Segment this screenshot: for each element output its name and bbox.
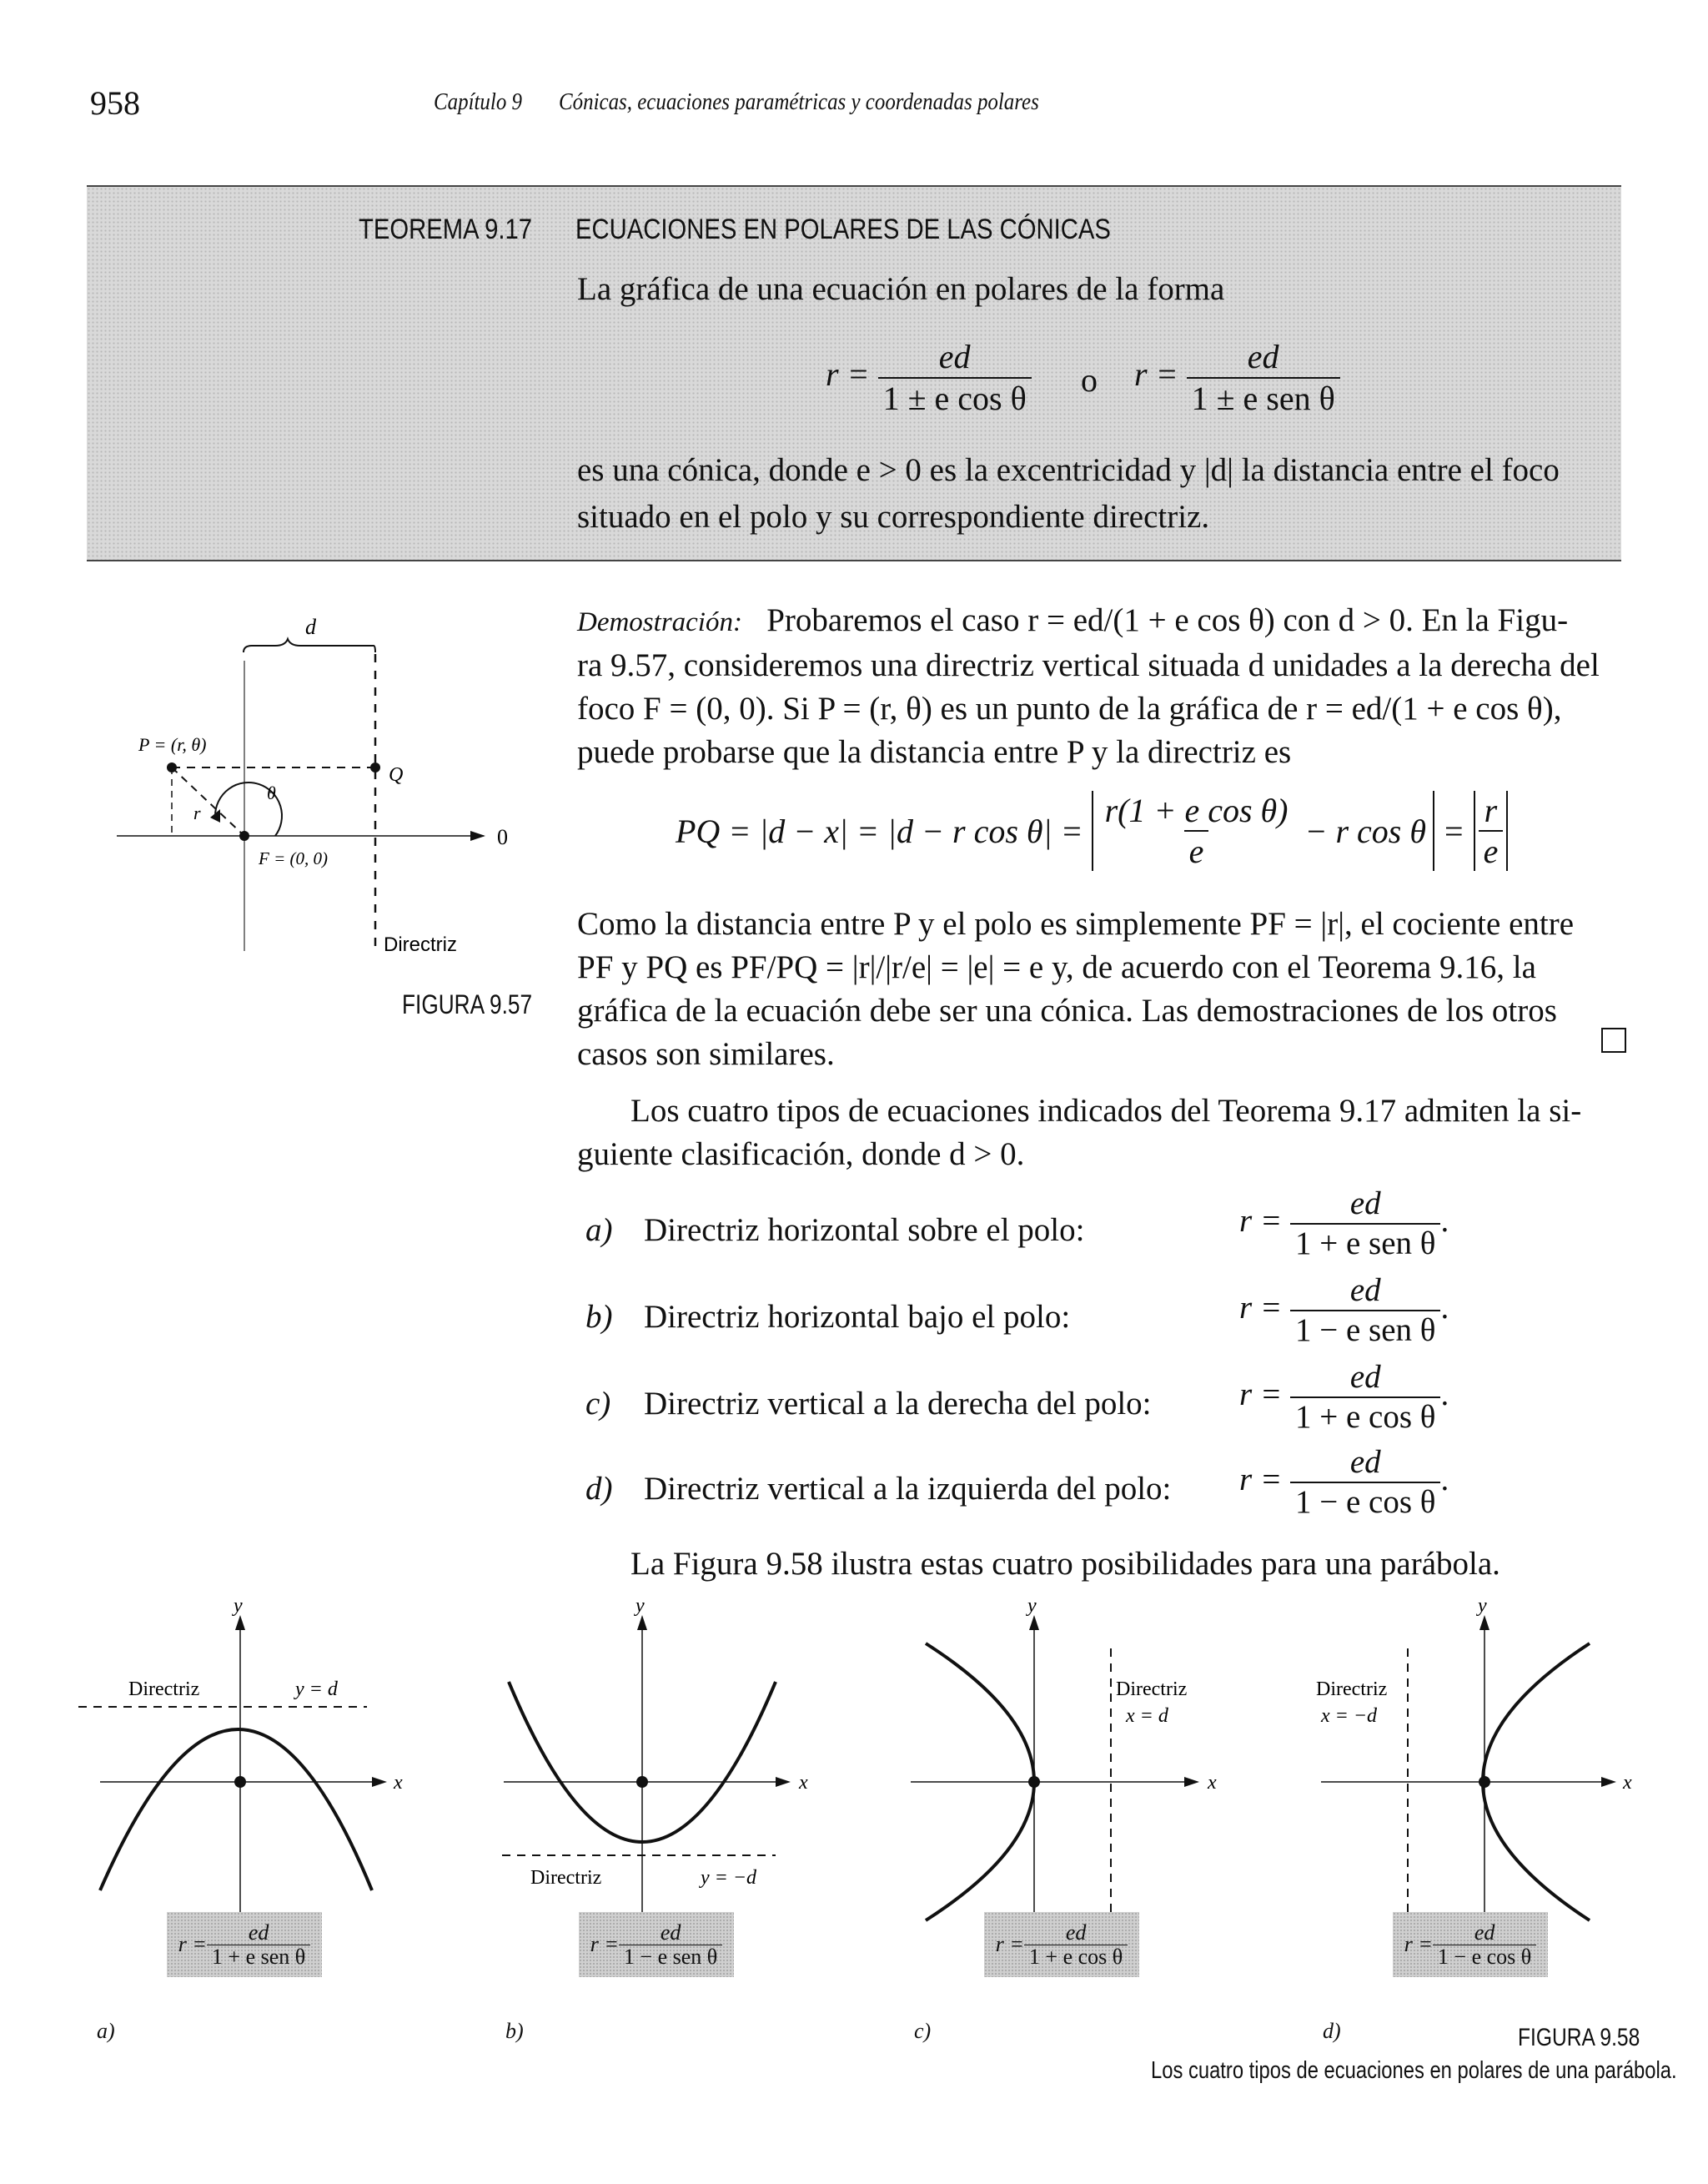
case-text-a: Directriz horizontal sobre el polo: — [644, 1212, 1085, 1248]
case-formula-a: r = $\frac{ed}{\text{1 + e sen θ}}$ . — [1239, 1185, 1449, 1261]
d-label: d — [305, 617, 316, 639]
y-axis-label: y — [635, 1602, 645, 1617]
case-text-d: Directriz vertical a la izquierda del polo: — [644, 1471, 1172, 1507]
formula-fraction — [1290, 1443, 1440, 1522]
formula-denominator: 1 − e sen θ — [1290, 1310, 1440, 1350]
focus-point — [1028, 1776, 1040, 1788]
formula-denominator: 1 + e cos θ — [1290, 1396, 1440, 1437]
formula-fraction — [1290, 1185, 1440, 1263]
q-label: Q — [389, 764, 404, 786]
case-label-d: d) — [585, 1471, 613, 1507]
directrix-equation: y = −d — [701, 1867, 757, 1889]
theorem-body-line: es una cónica, donde e > 0 es la excentricidad y |d| la distancia entre el foco — [577, 452, 1560, 488]
equation-mid: − r cos θ — [1304, 812, 1427, 850]
figure-957 — [108, 617, 509, 976]
eq-den: 1 − e sen θ — [619, 1945, 722, 1969]
eq-num: ed — [1065, 1920, 1087, 1945]
proof-line: Como la distancia entre P y el polo es simplemente PF = |r|, el cociente entre — [577, 906, 1575, 942]
equation-fraction — [1100, 791, 1294, 871]
eq-lhs: r = — [1404, 1932, 1433, 1956]
proof-line: gráfica de la ecuación debe ser una cónica. Las demostraciones de los otros — [577, 993, 1557, 1029]
formula-lhs: r = — [826, 355, 870, 394]
formula-numerator: ed — [938, 338, 971, 375]
panel-label-a: a) — [97, 2019, 115, 2043]
x-axis-label: x — [1208, 1772, 1217, 1794]
chapter-label: Capítulo 9 — [434, 88, 523, 115]
focus-point — [234, 1776, 246, 1788]
directrix-label: Directriz — [530, 1867, 602, 1889]
types-line: guiente clasificación, donde d > 0. — [577, 1136, 1025, 1172]
formula-denominator: 1 ± e cos θ — [878, 377, 1032, 419]
theorem-connector: o — [1081, 361, 1098, 399]
eq-fraction — [1024, 1921, 1128, 1969]
panel-label-c: c) — [914, 2019, 932, 2043]
d-brace — [244, 639, 375, 652]
point-p — [167, 762, 177, 772]
x-axis-arrow — [1601, 1777, 1616, 1787]
zero-label: 0 — [497, 825, 508, 849]
formula-fraction — [1290, 1271, 1440, 1350]
formula-denominator: 1 + e sen θ — [1290, 1223, 1440, 1263]
case-text-b: Directriz horizontal bajo el polo: — [644, 1299, 1071, 1335]
directrix-equation: x = −d — [1321, 1705, 1378, 1727]
eq-lhs: r = — [590, 1932, 619, 1956]
pq-equation — [676, 791, 1508, 871]
x-axis-label: x — [799, 1772, 808, 1794]
formula-lhs: r = — [1239, 1461, 1283, 1497]
eq-den: 1 + e cos θ — [1024, 1945, 1128, 1969]
y-axis-arrow — [235, 1615, 245, 1630]
r-label: r — [193, 803, 201, 823]
formula-lhs: r = — [1239, 1289, 1283, 1326]
abs-value-r-over-e — [1474, 791, 1509, 871]
panel-a — [75, 1602, 425, 1952]
formula-numerator: ed — [1349, 1272, 1381, 1308]
y-axis-label: y — [1478, 1602, 1487, 1617]
r-over-e — [1479, 791, 1504, 871]
case-formula-d: r = $\frac{ed}{\text{1 − e cos θ}}$ . — [1239, 1444, 1449, 1520]
formula-lhs: r = — [1239, 1202, 1283, 1239]
proof-line: casos son similares. — [577, 1036, 835, 1072]
equation-num: r(1 + e cos θ) — [1104, 792, 1289, 829]
x-axis-arrow — [776, 1777, 791, 1787]
panel-c-equation — [984, 1912, 1139, 1977]
theorem-body-line: situado en el polo y su correspondiente directriz. — [577, 499, 1210, 535]
panel-d-equation — [1393, 1912, 1548, 1977]
theta-label: θ — [267, 783, 276, 803]
x-axis-arrow — [372, 1777, 387, 1787]
panel-b — [484, 1602, 834, 1952]
formula-fraction — [878, 337, 1032, 419]
eq-den: 1 + e sen θ — [207, 1945, 310, 1969]
point-q — [370, 762, 380, 772]
x-axis-arrow — [1184, 1777, 1199, 1787]
figure-paragraph: La Figura 9.58 ilustra estas cuatro posibilidades para una parábola. — [630, 1546, 1500, 1582]
panel-label-d: d) — [1323, 2019, 1341, 2043]
types-line: Los cuatro tipos de ecuaciones indicados del Teorema 9.17 admiten la si- — [630, 1093, 1582, 1129]
case-label-c: c) — [585, 1386, 611, 1422]
f-label: F = (0, 0) — [259, 848, 328, 868]
case-formula-c: r = $\frac{ed}{\text{1 + e cos θ}}$ . — [1239, 1359, 1449, 1435]
abs-value-group — [1092, 791, 1434, 871]
pf-line — [172, 767, 244, 836]
proof-line — [577, 599, 1625, 644]
point-f — [239, 831, 249, 841]
proof-line-1: Probaremos el caso r = ed/(1 + e cos θ) con d > 0. En la Figu- — [766, 602, 1569, 638]
equation-eq: = — [1444, 812, 1464, 850]
panel-c — [901, 1602, 1251, 1952]
e-den: e — [1479, 830, 1504, 871]
panel-a-equation — [167, 1912, 322, 1977]
theorem-formula-right — [1134, 337, 1340, 419]
proof-paragraph — [577, 599, 1625, 774]
y-axis-label: y — [234, 1602, 243, 1617]
eq-num: ed — [660, 1920, 681, 1945]
page-number: 958 — [90, 84, 140, 122]
y-axis-arrow — [1029, 1615, 1039, 1630]
panel-b-equation — [579, 1912, 734, 1977]
directrix-equation: y = d — [295, 1678, 338, 1700]
formula-fraction — [1290, 1358, 1440, 1437]
parabola — [100, 1729, 372, 1890]
proof-line: puede probarse que la distancia entre P y la directriz es — [577, 734, 1292, 770]
eq-fraction — [207, 1921, 310, 1969]
formula-numerator: ed — [1349, 1359, 1381, 1395]
proof-paragraph-2 — [577, 903, 1625, 1076]
formula-denominator: 1 ± e sen θ — [1187, 377, 1340, 419]
polar-axis-arrow — [470, 831, 485, 841]
equation-den: e — [1184, 830, 1209, 871]
formula-numerator: ed — [1349, 1444, 1381, 1480]
y-axis-arrow — [637, 1615, 647, 1630]
case-formula-b: r = $\frac{ed}{\text{1 − e sen θ}}$ . — [1239, 1272, 1449, 1348]
panel-label-b: b) — [505, 2019, 524, 2043]
theorem-title: ECUACIONES EN POLARES DE LAS CÓNICAS — [575, 214, 1111, 245]
theorem-number: TEOREMA 9.17 — [359, 214, 533, 245]
directrix-label: Directriz — [1316, 1678, 1388, 1700]
figure-958-caption-title: FIGURA 9.58 — [1518, 2024, 1640, 2051]
p-label: P = (r, θ) — [138, 734, 207, 755]
y-axis-label: y — [1027, 1602, 1037, 1617]
formula-denominator: 1 − e cos θ — [1290, 1482, 1440, 1522]
eq-lhs: r = — [178, 1932, 207, 1956]
eq-fraction — [1433, 1921, 1536, 1969]
formula-fraction — [1187, 337, 1340, 419]
r-num: r — [1484, 792, 1498, 829]
formula-numerator: ed — [1247, 338, 1279, 375]
case-label-b: b) — [585, 1299, 613, 1335]
eq-num: ed — [1474, 1920, 1495, 1945]
case-label-a: a) — [585, 1212, 613, 1248]
chapter-title: Cónicas, ecuaciones paramétricas y coordenadas polares — [559, 88, 1039, 115]
x-axis-label: x — [394, 1772, 403, 1794]
focus-point — [636, 1776, 648, 1788]
focus-point — [1479, 1776, 1490, 1788]
y-axis-arrow — [1479, 1615, 1489, 1630]
formula-lhs: r = — [1239, 1376, 1283, 1412]
theorem-intro: La gráfica de una ecuación en polares de la forma — [577, 271, 1225, 307]
eq-num: ed — [248, 1920, 269, 1945]
directrix-label: Directriz — [1116, 1678, 1188, 1700]
proof-lead: Demostración: — [577, 607, 742, 637]
theorem-body — [577, 447, 1628, 541]
directrix-label: Directriz — [128, 1678, 200, 1700]
x-axis-label: x — [1623, 1772, 1632, 1794]
eq-lhs: r = — [995, 1932, 1024, 1956]
equation-lhs: PQ = |d − x| = |d − r cos θ| = — [676, 812, 1083, 850]
panel-d — [1309, 1602, 1676, 1952]
directrix-label: Directriz — [384, 933, 457, 956]
eq-fraction — [619, 1921, 722, 1969]
figure-958-caption-text: Los cuatro tipos de ecuaciones en polares de una parábola. — [1151, 2057, 1677, 2084]
figure-957-caption: FIGURA 9.57 — [402, 989, 533, 1019]
formula-lhs: r = — [1134, 355, 1178, 394]
types-paragraph — [577, 1089, 1625, 1176]
qed-box — [1601, 1028, 1626, 1053]
theorem-formula-left — [826, 337, 1032, 419]
case-text-c: Directriz vertical a la derecha del polo: — [644, 1386, 1152, 1422]
proof-line: PF y PQ es PF/PQ = |r|/|r/e| = |e| = e y, de acuerdo con el Teorema 9.16, la — [577, 949, 1536, 985]
eq-den: 1 − e cos θ — [1433, 1945, 1536, 1969]
proof-line: foco F = (0, 0). Si P = (r, θ) es un punto de la gráfica de r = ed/(1 + e cos θ), — [577, 691, 1562, 727]
directrix-equation: x = d — [1126, 1705, 1168, 1727]
proof-line: ra 9.57, consideremos una directriz vertical situada d unidades a la derecha del — [577, 647, 1600, 683]
formula-numerator: ed — [1349, 1185, 1381, 1221]
